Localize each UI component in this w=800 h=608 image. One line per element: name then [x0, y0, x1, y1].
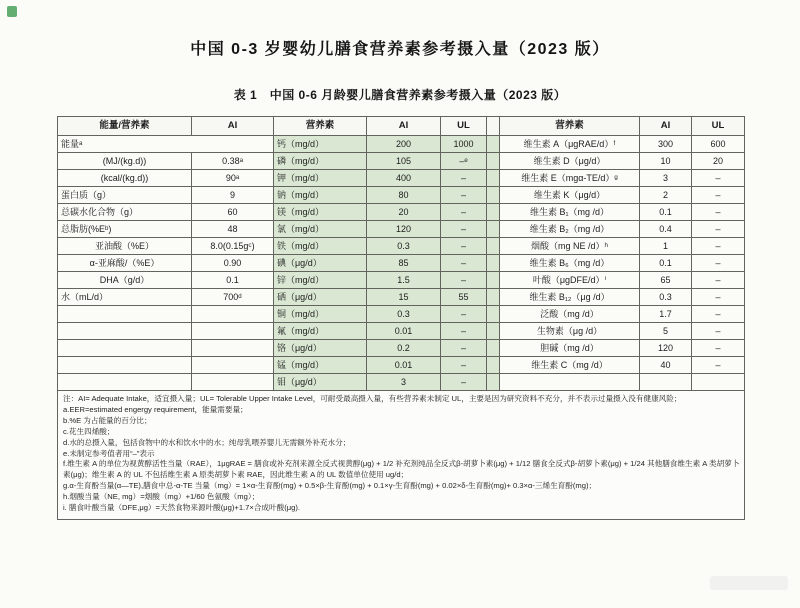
vitamin-ai-cell: 40 — [640, 357, 692, 374]
spacer-cell — [487, 170, 500, 187]
vitamin-ul-cell: – — [692, 255, 745, 272]
energy-label-cell — [58, 357, 192, 374]
table-row — [58, 153, 745, 170]
mineral-ul-cell: – — [441, 340, 487, 357]
table-row — [58, 306, 745, 323]
nutrient-table — [57, 116, 745, 391]
vitamin-ai-cell: 0.1 — [640, 255, 692, 272]
mineral-ul-cell: – — [441, 221, 487, 238]
mineral-ul-cell: – — [441, 187, 487, 204]
vitamin-label-cell: 维生素 B₁（mg /d） — [500, 204, 640, 221]
energy-ai-cell — [192, 323, 274, 340]
mineral-ai-cell: 105 — [367, 153, 441, 170]
mineral-ul-cell: –ᵉ — [441, 153, 487, 170]
spacer-cell — [487, 374, 500, 391]
vitamin-label-cell: 维生素 A（μgRAE/d）ᶠ — [500, 136, 640, 153]
scan-artifact — [710, 576, 788, 590]
table-row — [58, 374, 745, 391]
spacer-cell — [487, 323, 500, 340]
mineral-label-cell: 钾（mg/d） — [274, 170, 367, 187]
vitamin-ai-cell: 1.7 — [640, 306, 692, 323]
table-row — [58, 357, 745, 374]
footnote-line: i. 膳食叶酸当量（DFE,μg）=天然食物来源叶酸(μg)+1.7×合成叶酸(μg). — [63, 503, 300, 513]
spacer-cell — [487, 306, 500, 323]
mineral-ai-cell: 400 — [367, 170, 441, 187]
corner-watermark-icon — [7, 6, 17, 17]
vitamin-label-cell: 维生素 D（μg/d） — [500, 153, 640, 170]
mineral-label-cell: 钼（μg/d） — [274, 374, 367, 391]
energy-ai-cell: 9 — [192, 187, 274, 204]
mineral-ai-cell: 85 — [367, 255, 441, 272]
spacer-cell — [487, 340, 500, 357]
spacer-cell — [487, 255, 500, 272]
table-row — [58, 221, 745, 238]
table-row — [58, 323, 745, 340]
energy-label-cell: 能量ᵃ — [58, 136, 274, 153]
mineral-ai-cell: 20 — [367, 204, 441, 221]
energy-label-cell: (kcal/(kg.d)) — [58, 170, 192, 187]
mineral-ul-cell: – — [441, 306, 487, 323]
vitamin-ul-cell: – — [692, 238, 745, 255]
vitamin-label-cell: 维生素 K（μg/d） — [500, 187, 640, 204]
mineral-ul-cell: – — [441, 374, 487, 391]
spacer-cell — [487, 136, 500, 153]
mineral-ul-cell: – — [441, 255, 487, 272]
energy-label-cell: DHA（g/d） — [58, 272, 192, 289]
vitamin-ai-cell — [640, 374, 692, 391]
energy-label-cell: (MJ/(kg.d)) — [58, 153, 192, 170]
energy-ai-cell: 0.38ᵃ — [192, 153, 274, 170]
energy-ai-cell: 8.0(0.15gᶜ) — [192, 238, 274, 255]
spacer-cell — [487, 221, 500, 238]
vitamin-ai-cell: 120 — [640, 340, 692, 357]
table-row — [58, 272, 745, 289]
energy-ai-cell: 48 — [192, 221, 274, 238]
header-spacer — [487, 117, 500, 136]
vitamin-label-cell: 烟酸（mg NE /d）ʰ — [500, 238, 640, 255]
vitamin-ai-cell: 5 — [640, 323, 692, 340]
vitamin-ul-cell: – — [692, 272, 745, 289]
table-caption: 表 1 中国 0-6 月龄婴儿膳食营养素参考摄入量（2023 版） — [233, 88, 567, 102]
mineral-label-cell: 氟（mg/d） — [274, 323, 367, 340]
mineral-ai-cell: 0.2 — [367, 340, 441, 357]
vitamin-ai-cell: 2 — [640, 187, 692, 204]
vitamin-ai-cell: 10 — [640, 153, 692, 170]
footnote-line: d.水的总摄入量，包括食物中的水和饮水中的水；纯母乳喂养婴儿无需额外补充水分； — [63, 437, 351, 447]
vitamin-ul-cell: 20 — [692, 153, 745, 170]
header-vitamins-nutrient: 营养素 — [500, 117, 640, 136]
mineral-label-cell: 铬（μg/d） — [274, 340, 367, 357]
header-minerals-ai: AI — [367, 117, 441, 136]
spacer-cell — [487, 272, 500, 289]
energy-label-cell: 蛋白质（g） — [58, 187, 192, 204]
footnote-line: c.花生四烯酸； — [63, 426, 115, 436]
header-minerals-nutrient: 营养素 — [274, 117, 367, 136]
mineral-ul-cell: – — [441, 272, 487, 289]
header-vitamins-ai: AI — [640, 117, 692, 136]
mineral-label-cell: 锌（mg/d） — [274, 272, 367, 289]
footnote-line: 注：AI= Adequate Intake，适宜摄入量；UL= Tolerable Upper Intake Level，可耐受最高摄入量，有些营养素未制定 UL，主要是因为研究资料不充分，并不表示过量摄入没有健康风险； — [63, 394, 682, 403]
page-title: 中国 0-3 岁婴幼儿膳食营养素参考摄入量（2023 版） — [190, 41, 610, 58]
mineral-ul-cell: 55 — [441, 289, 487, 306]
mineral-label-cell: 铁（mg/d） — [274, 238, 367, 255]
energy-ai-cell — [192, 357, 274, 374]
mineral-ul-cell: – — [441, 323, 487, 340]
spacer-cell — [487, 357, 500, 374]
mineral-ai-cell: 80 — [367, 187, 441, 204]
vitamin-ai-cell: 0.1 — [640, 204, 692, 221]
vitamin-ai-cell: 0.4 — [640, 221, 692, 238]
table-row — [58, 340, 745, 357]
mineral-label-cell: 碘（μg/d） — [274, 255, 367, 272]
vitamin-label-cell: 胆碱（mg /d） — [500, 340, 640, 357]
mineral-label-cell: 氯（mg/d） — [274, 221, 367, 238]
mineral-label-cell: 钠（mg/d） — [274, 187, 367, 204]
table-row — [58, 289, 745, 306]
energy-ai-cell — [192, 306, 274, 323]
mineral-label-cell: 铜（mg/d） — [274, 306, 367, 323]
vitamin-ai-cell: 65 — [640, 272, 692, 289]
vitamin-label-cell: 维生素 E（mgα-TE/d）ᵍ — [500, 170, 640, 187]
vitamin-label-cell: 维生素 C（mg /d） — [500, 357, 640, 374]
energy-label-cell: 亚油酸（%E） — [58, 238, 192, 255]
vitamin-ai-cell: 0.3 — [640, 289, 692, 306]
energy-label-cell: α-亚麻酸/（%E） — [58, 255, 192, 272]
header-energy-ai: AI — [192, 117, 274, 136]
mineral-ai-cell: 0.3 — [367, 306, 441, 323]
energy-ai-cell: 90ᵃ — [192, 170, 274, 187]
vitamin-ul-cell: – — [692, 221, 745, 238]
table-row — [58, 170, 745, 187]
vitamin-ul-cell: 600 — [692, 136, 745, 153]
vitamin-ul-cell: – — [692, 289, 745, 306]
mineral-ai-cell: 0.3 — [367, 238, 441, 255]
energy-ai-cell — [192, 340, 274, 357]
mineral-ai-cell: 200 — [367, 136, 441, 153]
vitamin-ul-cell: – — [692, 357, 745, 374]
footnote-line: e.未制定参考值者用“–”表示 — [63, 448, 155, 458]
vitamin-ul-cell: – — [692, 306, 745, 323]
spacer-cell — [487, 238, 500, 255]
energy-label-cell — [58, 340, 192, 357]
vitamin-label-cell: 维生素 B₁₂（μg /d） — [500, 289, 640, 306]
energy-label-cell: 总碳水化合物（g） — [58, 204, 192, 221]
energy-label-cell: 总脂肪(%Eᵇ) — [58, 221, 192, 238]
energy-ai-cell — [192, 374, 274, 391]
mineral-ai-cell: 3 — [367, 374, 441, 391]
vitamin-ai-cell: 3 — [640, 170, 692, 187]
table-row — [58, 238, 745, 255]
mineral-ul-cell: – — [441, 238, 487, 255]
mineral-ul-cell: – — [441, 204, 487, 221]
table-row — [58, 204, 745, 221]
header-energy-nutrient: 能量/营养素 — [58, 117, 192, 136]
mineral-ai-cell: 0.01 — [367, 357, 441, 374]
mineral-ai-cell: 1.5 — [367, 272, 441, 289]
mineral-label-cell: 镁（mg/d） — [274, 204, 367, 221]
vitamin-ai-cell: 300 — [640, 136, 692, 153]
vitamin-ul-cell: – — [692, 204, 745, 221]
table-row — [58, 255, 745, 272]
footnote-line: b.%E 为占能量的百分比； — [63, 415, 152, 425]
spacer-cell — [487, 289, 500, 306]
header-minerals-ul: UL — [441, 117, 487, 136]
mineral-label-cell: 硒（μg/d） — [274, 289, 367, 306]
table-row — [58, 187, 745, 204]
vitamin-label-cell: 维生素 B₆（mg /d） — [500, 255, 640, 272]
vitamin-ul-cell — [692, 374, 745, 391]
energy-ai-cell: 700ᵈ — [192, 289, 274, 306]
footnote-line: a.EER=estimated engergy requirement，能量需要量； — [63, 404, 248, 414]
vitamin-ul-cell: – — [692, 323, 745, 340]
energy-ai-cell: 0.90 — [192, 255, 274, 272]
vitamin-ul-cell: – — [692, 170, 745, 187]
energy-label-cell: 水（mL/d） — [58, 289, 192, 306]
energy-label-cell — [58, 374, 192, 391]
footnote-line: h.烟酸当量（NE, mg）=烟酸（mg）+1/60 色氨酸（mg）； — [63, 492, 260, 502]
vitamin-label-cell: 维生素 B₂（mg /d） — [500, 221, 640, 238]
vitamin-label-cell: 泛酸（mg /d） — [500, 306, 640, 323]
vitamin-label-cell: 叶酸（μgDFE/d）ⁱ — [500, 272, 640, 289]
vitamin-label-cell — [500, 374, 640, 391]
energy-label-cell — [58, 323, 192, 340]
spacer-cell — [487, 187, 500, 204]
mineral-label-cell: 磷（mg/d） — [274, 153, 367, 170]
mineral-ul-cell: – — [441, 357, 487, 374]
spacer-cell — [487, 204, 500, 221]
energy-ai-cell: 60 — [192, 204, 274, 221]
mineral-label-cell: 钙（mg/d） — [274, 136, 367, 153]
mineral-ul-cell: – — [441, 170, 487, 187]
table-header-row — [58, 117, 745, 136]
footnote-line: f.维生素 A 的单位为视黄醇活性当量（RAE），1μgRAE = 膳食或补充剂来源全反式视黄醇(μg) + 1/2 补充剂纯品全反式β-胡萝卜素(μg) + 1/12 膳食全反式β-胡萝卜素(μg) + 1/24 其他膳食维生素 A 类胡萝卜素(μg)；维生素 A 的 UL 不包括维生素 A 原类胡萝卜素 RAE，因此维生素 A 的 UL 数值单位使用 ug/d； — [63, 459, 740, 480]
mineral-ul-cell: 1000 — [441, 136, 487, 153]
vitamin-label-cell: 生物素（μg /d） — [500, 323, 640, 340]
vitamin-ai-cell: 1 — [640, 238, 692, 255]
mineral-ai-cell: 15 — [367, 289, 441, 306]
vitamin-ul-cell: – — [692, 340, 745, 357]
mineral-ai-cell: 0.01 — [367, 323, 441, 340]
table-row — [58, 136, 745, 153]
footnote-line: g.α-生育酚当量(α—TE),膳食中总-α-TE 当量（mg）= 1×α-生育酚(mg) + 0.5×β-生育酚(mg) + 0.1×γ-生育酚(mg) + 0.02×δ-生育酚(mg)+ 0.3×α-三烯生育酚(mg)； — [63, 481, 597, 491]
footnotes-box — [57, 390, 745, 520]
vitamin-ul-cell: – — [692, 187, 745, 204]
energy-ai-cell: 0.1 — [192, 272, 274, 289]
energy-label-cell — [58, 306, 192, 323]
header-vitamins-ul: UL — [692, 117, 745, 136]
spacer-cell — [487, 153, 500, 170]
mineral-label-cell: 锰（mg/d） — [274, 357, 367, 374]
mineral-ai-cell: 120 — [367, 221, 441, 238]
